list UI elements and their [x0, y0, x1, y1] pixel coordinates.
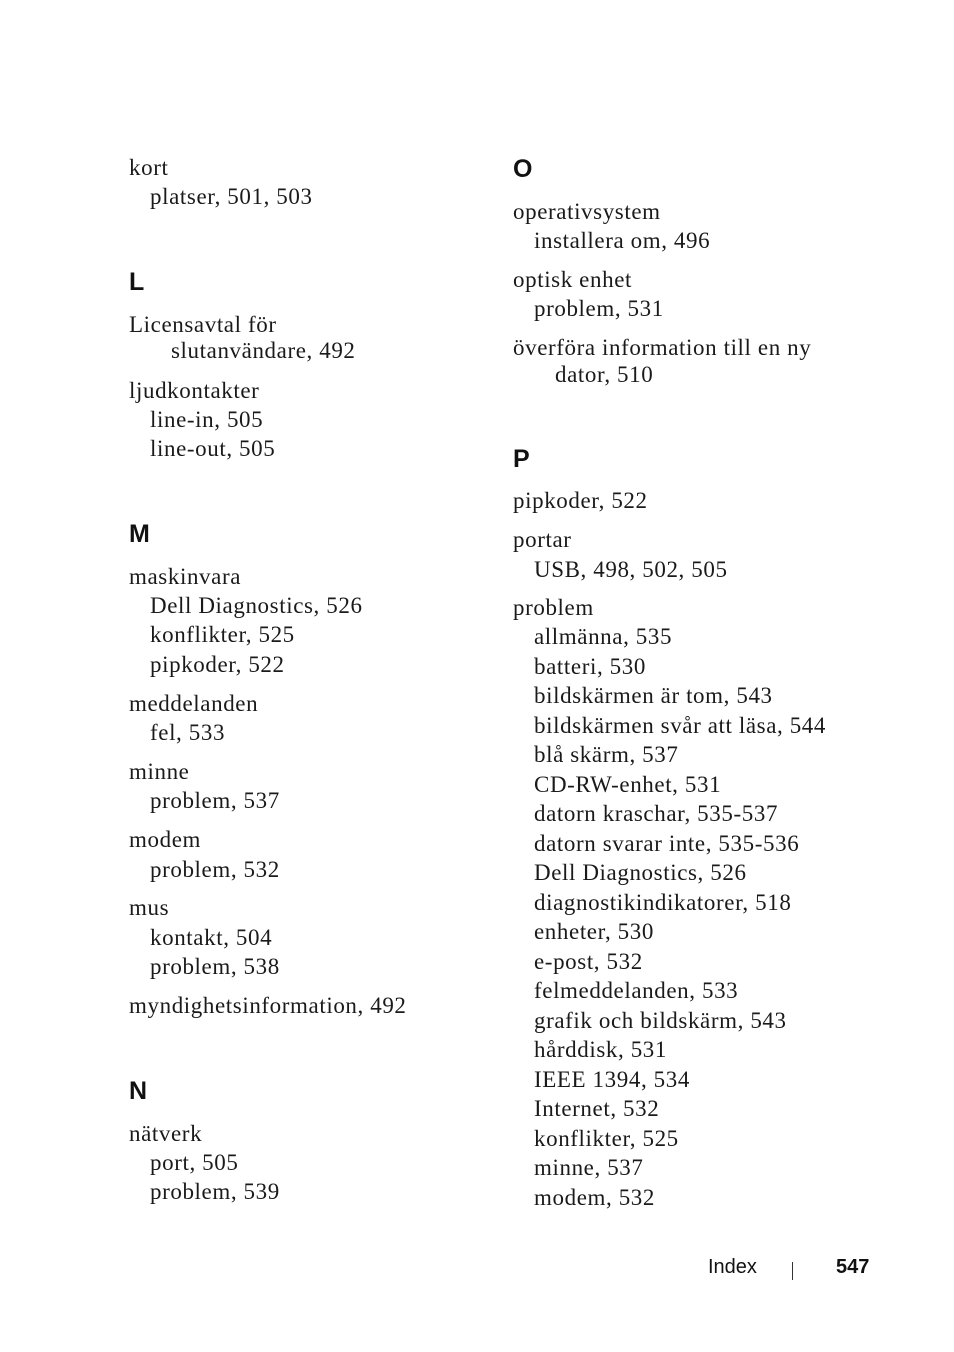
index-entry-ljudkontakter: ljudkontakter — [129, 378, 260, 403]
index-subentry: fel, 533 — [150, 720, 226, 745]
section-heading-l: L — [129, 268, 145, 296]
index-subentry: allmänna, 535 — [534, 624, 673, 649]
index-entry-mus: mus — [129, 895, 170, 920]
index-subentry: konflikter, 525 — [534, 1125, 679, 1151]
index-subentry: Internet, 532 — [534, 1096, 660, 1121]
index-subentry: diagnostikindikatorer, 518 — [534, 889, 792, 915]
index-subentry: bildskärmen är tom, 543 — [534, 683, 773, 708]
index-subentry: Dell Diagnostics, 526 — [534, 860, 747, 885]
index-subentry: CD-RW-enhet, 531 — [534, 771, 722, 797]
index-entry-natverk: nätverk — [129, 1121, 203, 1146]
index-subentry: line-in, 505 — [150, 407, 264, 432]
index-subentry: e-post, 532 — [534, 948, 643, 974]
index-subentry: minne, 537 — [534, 1155, 644, 1180]
index-subentry: datorn svarar inte, 535-536 — [534, 830, 800, 856]
index-entry-maskinvara: maskinvara — [129, 564, 242, 589]
page-number: 547 — [836, 1256, 870, 1278]
index-subentry: grafik och bildskärm, 543 — [534, 1007, 787, 1033]
index-subentry: problem, 531 — [534, 296, 664, 321]
index-entry-myndighetsinformation: myndighetsinformation, 492 — [129, 993, 407, 1018]
index-subentry: IEEE 1394, 534 — [534, 1066, 690, 1092]
index-subentry: installera om, 496 — [534, 228, 711, 253]
section-heading-p: P — [513, 445, 530, 473]
index-subentry: Dell Diagnostics, 526 — [150, 593, 363, 618]
index-entry-licensavtal: Licensavtal för — [129, 312, 277, 337]
index-subentry: konflikter, 525 — [150, 622, 295, 647]
index-subentry: kontakt, 504 — [150, 925, 273, 950]
index-subentry: hårddisk, 531 — [534, 1037, 668, 1062]
index-entry-optisk-enhet: optisk enhet — [513, 267, 632, 292]
index-entry-problem: problem — [513, 595, 594, 620]
index-entry-minne: minne — [129, 759, 190, 784]
index-subentry: port, 505 — [150, 1150, 239, 1175]
index-subentry: USB, 498, 502, 505 — [534, 557, 728, 582]
index-subentry: modem, 532 — [534, 1184, 655, 1210]
index-subentry: platser, 501, 503 — [150, 184, 313, 209]
index-subentry: felmeddelanden, 533 — [534, 978, 739, 1003]
index-entry-portar: portar — [513, 527, 572, 552]
index-subentry: batteri, 530 — [534, 653, 646, 679]
index-subentry: bildskärmen svår att läsa, 544 — [534, 712, 827, 738]
index-entry-operativsystem: operativsystem — [513, 199, 661, 224]
index-entry-kort: kort — [129, 155, 169, 180]
index-subentry: datorn kraschar, 535-537 — [534, 801, 779, 826]
index-entry-continuation: dator, 510 — [555, 362, 654, 387]
footer-divider — [792, 1262, 793, 1280]
index-subentry: blå skärm, 537 — [534, 742, 679, 767]
index-subentry: problem, 537 — [150, 788, 280, 813]
index-entry-overfora: överföra information till en ny — [513, 335, 812, 360]
index-entry-modem: modem — [129, 827, 201, 852]
section-heading-m: M — [129, 520, 150, 548]
index-subentry: problem, 539 — [150, 1179, 280, 1204]
index-entry-pipkoder: pipkoder, 522 — [513, 488, 648, 513]
section-heading-n: N — [129, 1077, 148, 1105]
index-subentry: enheter, 530 — [534, 919, 654, 944]
index-subentry: pipkoder, 522 — [150, 652, 285, 677]
index-subentry: problem, 532 — [150, 857, 280, 882]
index-subentry: problem, 538 — [150, 954, 280, 979]
footer-section-label: Index — [708, 1256, 757, 1278]
index-entry-continuation: slutanvändare, 492 — [171, 338, 356, 363]
index-subentry: line-out, 505 — [150, 436, 276, 461]
index-entry-meddelanden: meddelanden — [129, 691, 259, 716]
section-heading-o: O — [513, 155, 533, 183]
